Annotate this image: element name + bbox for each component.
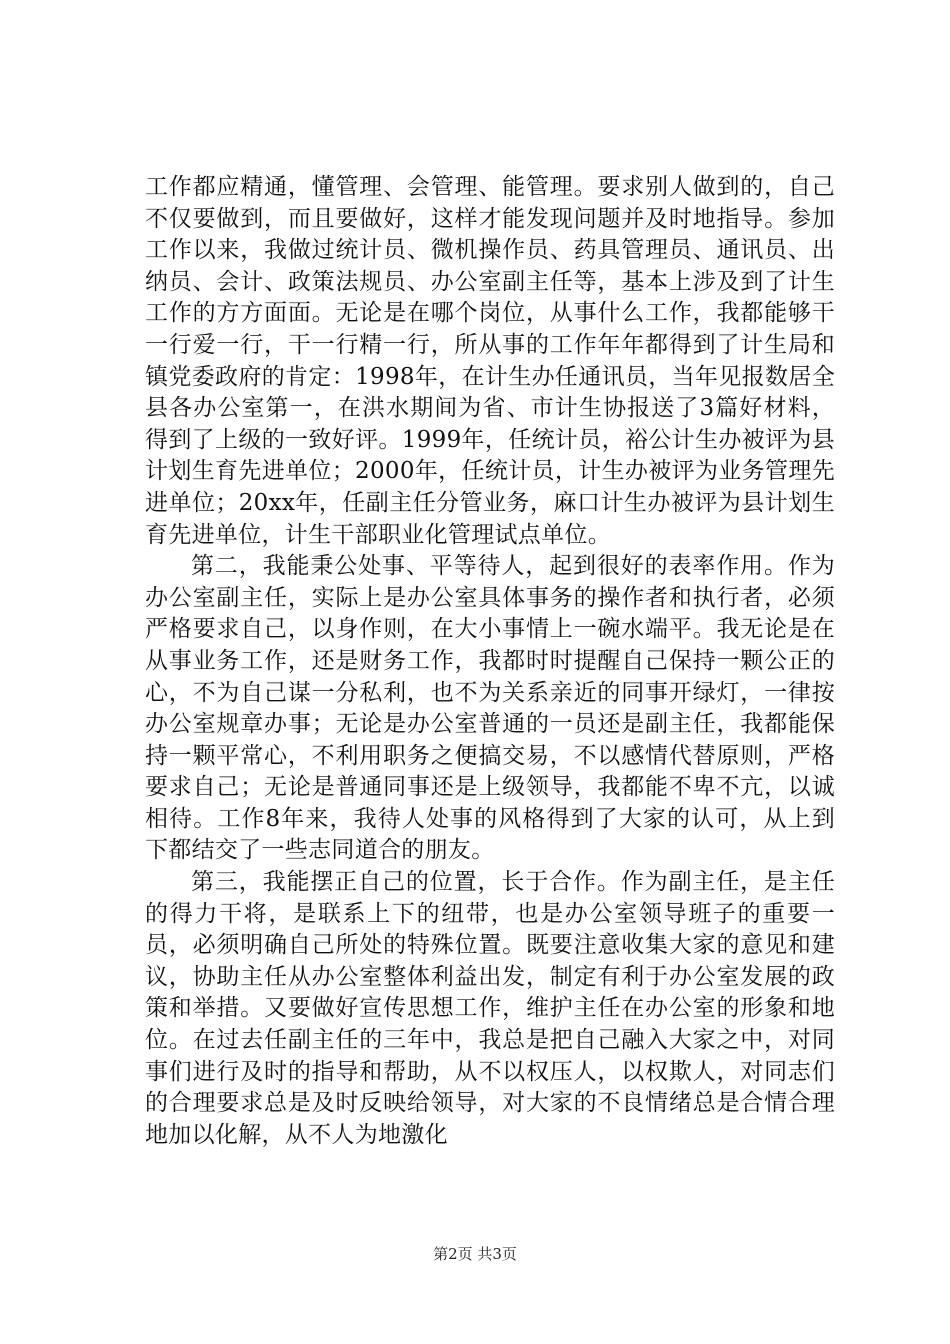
document-body	[145, 172, 835, 1151]
page-number-footer: 第2页 共3页	[433, 1245, 517, 1263]
paragraph-3: 第三，我能摆正自己的位置，长于合作。作为副主任，是主任的得力干将，是联系上下的纽带，也是办公室领导班子的重要一员，必须明确自己所处的特殊位置。既要注意收集大家的意见和建议，协助主任从办公室整体利益出发，制定有利于办公室发展的政策和举措。又要做好宣传思想工作，维护主任在办公室的形象和地位。在过去任副主任的三年中，我总是把自己融入大家之中，对同事们进行及时的指导和帮助，从不以权压人，以权欺人，对同志们的合理要求总是及时反映给领导，对大家的不良情绪总是合情合理地加以化解，从不人为地激化	[145, 869, 835, 1148]
paragraph-1: 工作都应精通，懂管理、会管理、能管理。要求别人做到的，自己不仅要做到，而且要做好，这样才能发现问题并及时地指导。参加工作以来，我做过统计员、微机操作员、药具管理员、通讯员、出纳员、会计、政策法规员、办公室副主任等，基本上涉及到了计生工作的方方面面。无论是在哪个岗位，从事什么工作，我都能够干一行爱一行，干一行精一行，所从事的工作年年都得到了计生局和镇党委政府的肯定：1998年，在计生办任通讯员，当年见报数居全县各办公室第一，在洪水期间为省、市计生协报送了3篇好材料，得到了上级的一致好评。1999年，任统计员，裕公计生办被评为县计划生育先进单位；2000年，任统计员，计生办被评为业务管理先进单位；20xx年，任副主任分管业务，麻口计生办被评为县计划生育先进单位，计生干部职业化管理试点单位。	[145, 174, 835, 548]
paragraph-2: 第二，我能秉公处事、平等待人，起到很好的表率作用。作为办公室副主任，实际上是办公室具体事务的操作者和执行者，必须严格要求自己，以身作则，在大小事情上一碗水端平。我无论是在从事业务工作，还是财务工作，我都时时提醒自己保持一颗公正的心，不为自己谋一分私利，也不为关系亲近的同事开绿灯，一律按办公室规章办事；无论是办公室普通的一员还是副主任，我都能保持一颗平常心，不利用职务之便搞交易，不以感情代替原则，严格要求自己；无论是普通同事还是上级领导，我都能不卑不亢，以诚相待。工作8年来，我待人处事的风格得到了大家的认可，从上到下都结交了一些志同道合的朋友。	[145, 553, 835, 864]
